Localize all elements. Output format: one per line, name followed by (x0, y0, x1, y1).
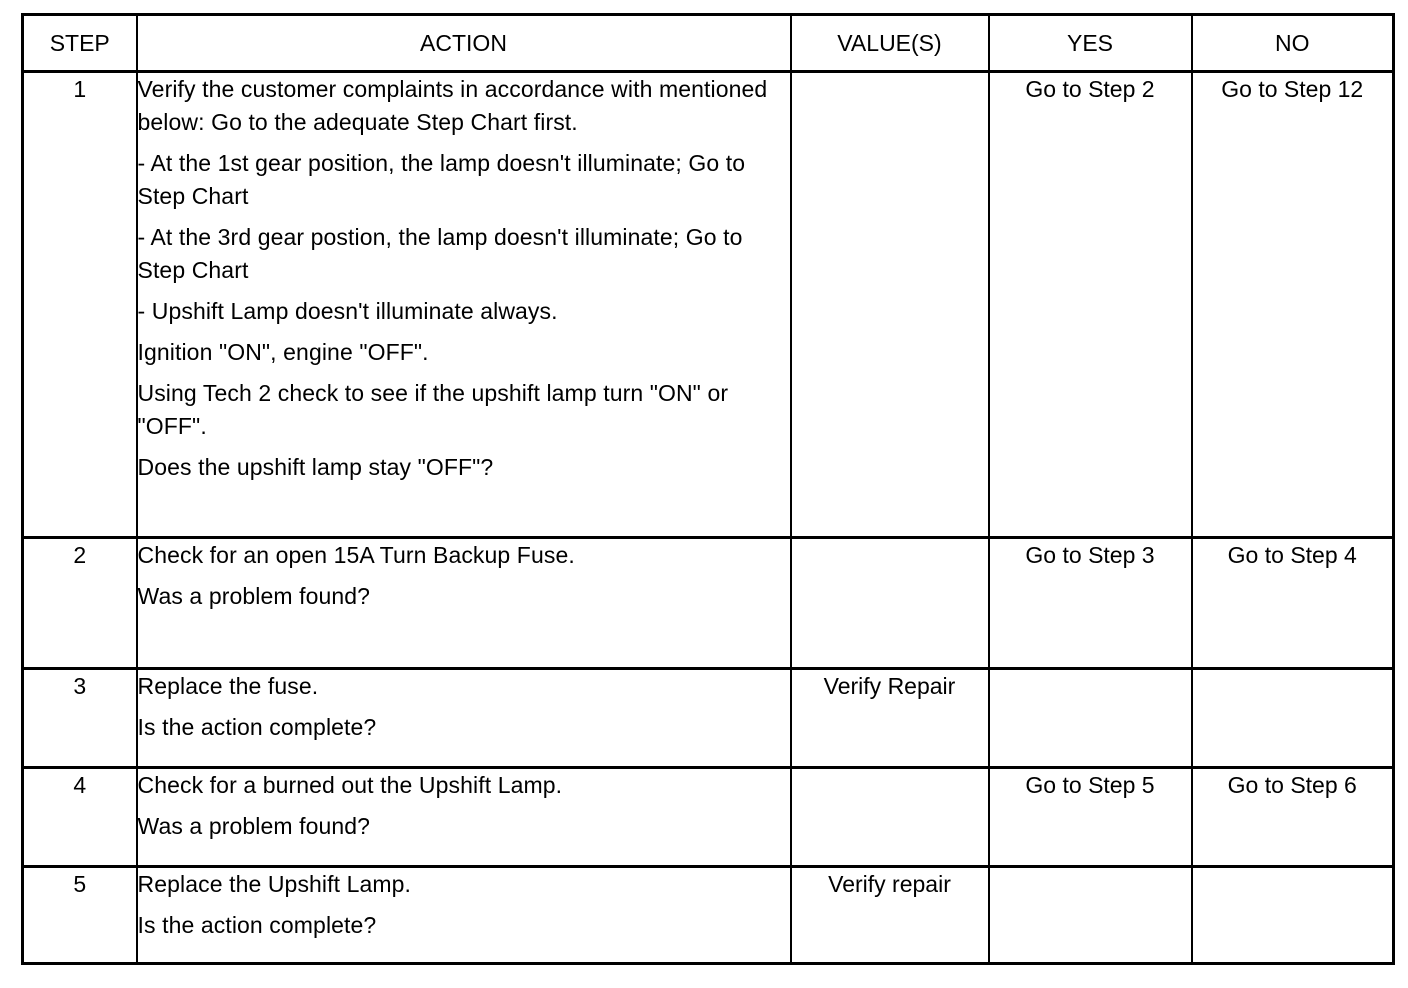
action-text: - At the 3rd gear postion, the lamp doesn't illuminate; Go to Step Chart (137, 224, 743, 283)
values-cell: Verify Repair (791, 669, 989, 768)
values-cell (791, 538, 989, 669)
yes-cell: Go to Step 3 (989, 538, 1192, 669)
action-text: Is the action complete? (137, 912, 377, 938)
action-text: Replace the fuse. (137, 673, 319, 699)
action-text: Replace the Upshift Lamp. (137, 871, 412, 897)
step-number: 1 (23, 72, 137, 538)
action-text: Verify the customer complaints in accordance with mentioned below: Go to the adequate Step Chart first. (137, 76, 768, 135)
step-number: 2 (23, 538, 137, 669)
header-values: VALUE(S) (791, 15, 989, 72)
no-cell (1192, 867, 1394, 964)
yes-cell (989, 867, 1192, 964)
table-row (23, 669, 1394, 768)
action-text: - At the 1st gear position, the lamp doesn't illuminate; Go to Step Chart (137, 150, 746, 209)
diagnostic-step-chart (21, 13, 1395, 965)
action-cell (137, 72, 791, 538)
table-header-row (23, 15, 1394, 72)
action-text: Was a problem found? (137, 583, 371, 609)
header-yes: YES (989, 15, 1192, 72)
action-cell (137, 538, 791, 669)
values-cell: Verify repair (791, 867, 989, 964)
step-number: 4 (23, 768, 137, 867)
step-number: 5 (23, 867, 137, 964)
values-cell (791, 768, 989, 867)
no-cell: Go to Step 6 (1192, 768, 1394, 867)
diagnostic-table (21, 13, 1395, 965)
yes-cell (989, 669, 1192, 768)
action-text: Was a problem found? (137, 813, 371, 839)
action-cell (137, 768, 791, 867)
action-text: Check for an open 15A Turn Backup Fuse. (137, 542, 575, 568)
values-cell (791, 72, 989, 538)
header-no: NO (1192, 15, 1394, 72)
action-text: Does the upshift lamp stay "OFF"? (137, 454, 494, 480)
action-text: - Upshift Lamp doesn't illuminate always. (137, 298, 558, 324)
header-step: STEP (23, 15, 137, 72)
yes-cell: Go to Step 2 (989, 72, 1192, 538)
action-text: Using Tech 2 check to see if the upshift lamp turn "ON" or "OFF". (137, 380, 729, 439)
table-row (23, 768, 1394, 867)
action-cell (137, 669, 791, 768)
action-text: Ignition "ON", engine "OFF". (137, 339, 429, 365)
action-cell (137, 867, 791, 964)
no-cell: Go to Step 4 (1192, 538, 1394, 669)
action-text: Is the action complete? (137, 714, 377, 740)
no-cell: Go to Step 12 (1192, 72, 1394, 538)
step-number: 3 (23, 669, 137, 768)
table-row (23, 72, 1394, 538)
header-action: ACTION (137, 15, 791, 72)
action-text: Check for a burned out the Upshift Lamp. (137, 772, 563, 798)
table-row (23, 867, 1394, 964)
no-cell (1192, 669, 1394, 768)
table-row (23, 538, 1394, 669)
yes-cell: Go to Step 5 (989, 768, 1192, 867)
